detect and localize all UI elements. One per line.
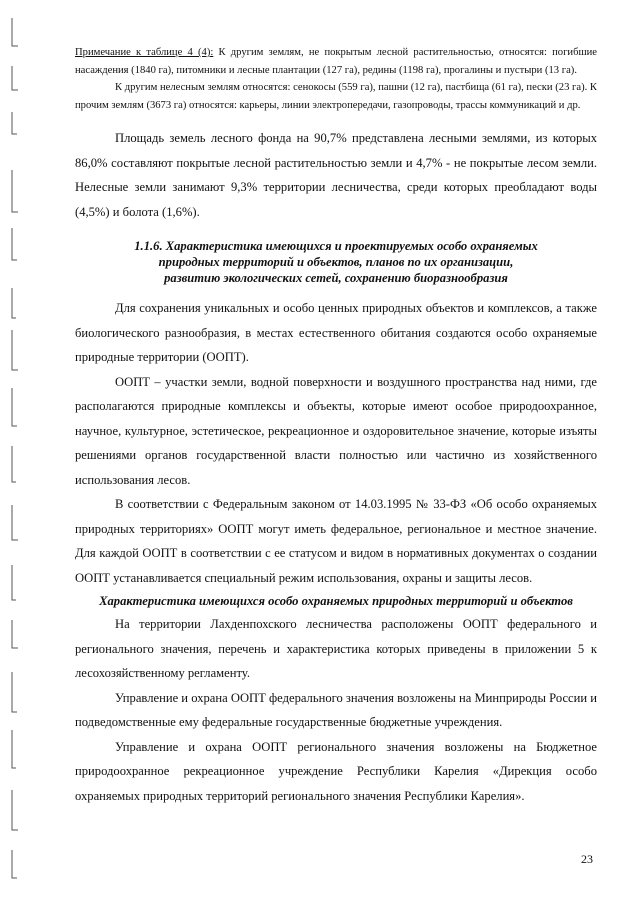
- body-text-section: [75, 296, 597, 590]
- page-number: 23: [581, 852, 593, 866]
- body-text: [75, 126, 597, 224]
- section-heading-line-2: природных территорий и объектов, планов по их организации,: [158, 255, 514, 269]
- paragraph: На территории Лахденпохского лесничества расположены ООПТ федерального и регионального значения, перечень и характеристика которых приведены в приложении 5 к лесохозяйственному регламенту.: [75, 617, 597, 680]
- paragraph: Управление и охрана ООПТ регионального значения возложены на Бюджетное природоохранное рекреационное учреждение Республики Карелия «Дирекция особо охраняемых природных территорий регионального значения Республики Карелия».: [75, 739, 597, 803]
- paragraph: ООПТ – участки земли, водной поверхности и воздушного пространства над ними, где располагаются природные комплексы и объекты, которые имеют особое природоохранное, научное, культурное, эстетическое, рекреационное и оздоровительное значение, которые изъяты решениями органов государственной власти полностью или частично из хозяйственного использования лесов.: [75, 374, 597, 487]
- table-note: [75, 44, 597, 114]
- paragraph-area: Площадь земель лесного фонда на 90,7% представлена лесными землями, из которых 86,0% составляют покрытые лесной растительностью земли и 4,7% - не покрытые лесом земли. Нелесные земли занимают 9,3% территории лесничества, среди которых преобладают воды (4,5%) и болота (1,6%).: [75, 131, 597, 219]
- paragraph: В соответствии с Федеральным законом от 14.03.1995 № 33-ФЗ «Об особо охраняемых природных территориях» ООПТ могут иметь федеральное, региональное и местное значение. Для каждой ООПТ в соответствии с ее статусом и видом в нормативных документах о создании ООПТ устанавливается специальный режим использования, охраны и защиты лесов.: [75, 497, 597, 585]
- section-heading-line-1: 1.1.6. Характеристика имеющихся и проектируемых особо охраняемых: [134, 239, 538, 253]
- subheading: Характеристика имеющихся особо охраняемых природных территорий и объектов: [99, 594, 573, 608]
- note-paragraph-2: К другим нелесным землям относятся: сенокосы (559 га), пашни (12 га), пастбища (61 га), пески (23 га). К прочим землям (3673 га) относятся: карьеры, линии электропередачи, газопроводы, трассы коммуникаций и др.: [75, 82, 597, 111]
- note-paragraph-1: [75, 44, 597, 79]
- paragraph: Для сохранения уникальных и особо ценных природных объектов и комплексов, а также биологического разнообразия, в местах естественного обитания создаются особо охраняемые природные территории (ООПТ).: [75, 301, 597, 364]
- body-text-oopt: [75, 612, 597, 808]
- paragraph: Управление и охрана ООПТ федерального значения возложены на Минприроды России и подведомственные ему федеральные государственные бюджетные учреждения.: [75, 690, 597, 729]
- note-label: Примечание к таблице 4 (4):: [75, 47, 214, 58]
- binding-marks: [0, 0, 40, 905]
- section-heading-line-3: развитию экологических сетей, сохранению биоразнообразия: [164, 271, 508, 285]
- note-text-1: К другим землям, не покрытым лесной растительностью, относятся: погибшие насаждения (1840 га), питомники и лесные плантации (127 га), редины (1198 га), прогалины и пустыри (13 га).: [75, 47, 598, 76]
- page-content: [75, 44, 597, 808]
- section-heading: [75, 238, 597, 286]
